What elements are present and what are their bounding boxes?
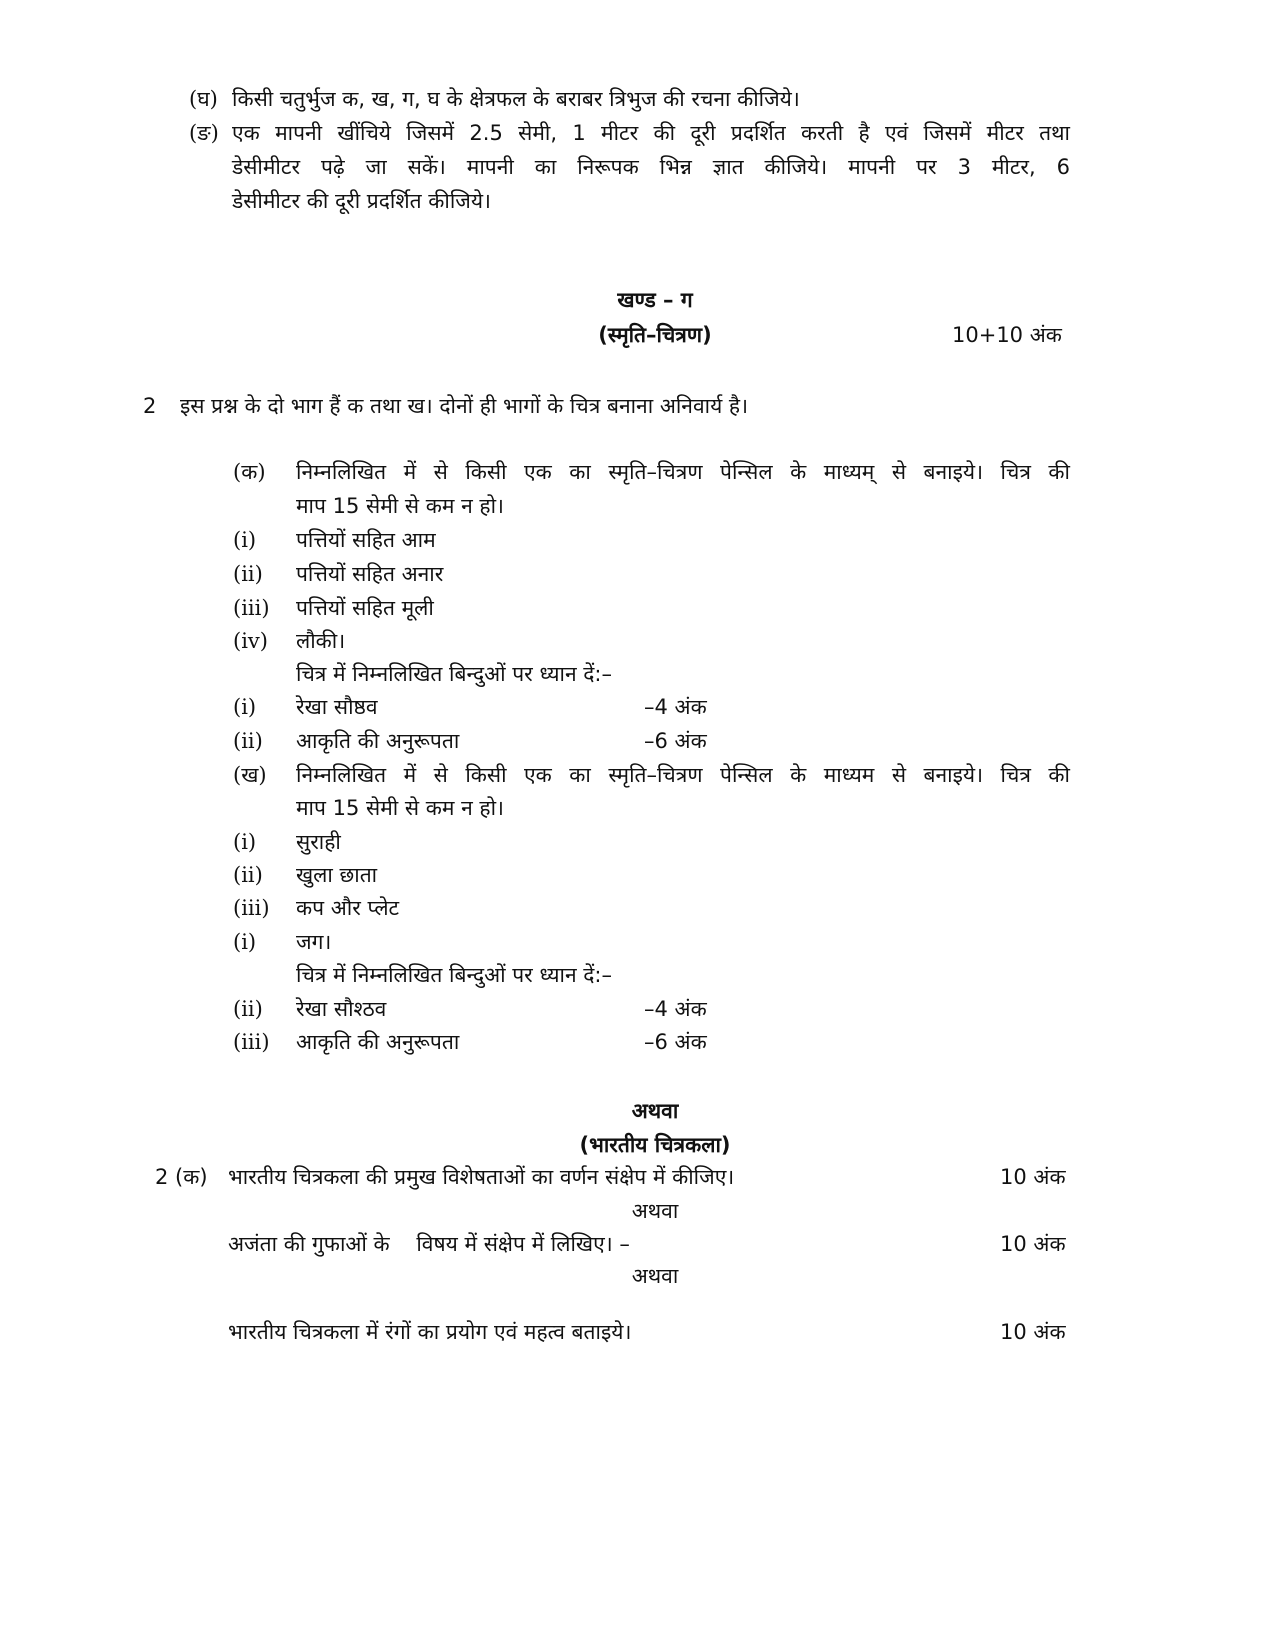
- criteria-marks: –6 अंक: [644, 729, 707, 753]
- question-text: भारतीय चित्रकला की प्रमुख विशेषताओं का वर्णन संक्षेप में कीजिए।: [228, 1165, 735, 1189]
- question-text-line: डेसीमीटर की दूरी प्रदर्शित कीजिये।: [232, 189, 492, 213]
- question-text: अजंता की गुफाओं के विषय में संक्षेप में लिखिए। –: [228, 1232, 630, 1256]
- or-divider: अथवा: [631, 1199, 679, 1223]
- option-text: जग।: [296, 930, 332, 954]
- part-text-line: निम्नलिखित में से किसी एक का स्मृति–चित्रण पेन्सिल के माध्यम से बनाइये। चित्र की: [296, 763, 1070, 787]
- criteria-marks: –4 अंक: [644, 695, 707, 719]
- part-text-line: माप 15 सेमी से कम न हो।: [296, 494, 504, 518]
- option-number: (iii): [233, 596, 270, 620]
- question-label: (ङ): [189, 121, 219, 145]
- criteria-number: (ii): [233, 729, 263, 753]
- or-divider: अथवा: [631, 1264, 679, 1288]
- part-label: (ख): [233, 763, 267, 787]
- criteria-text: आकृति की अनुरूपता: [296, 1030, 460, 1054]
- criteria-number: (i): [233, 695, 257, 719]
- question-number: 2 (क): [155, 1165, 208, 1189]
- option-number: (i): [233, 830, 257, 854]
- option-number: (iii): [233, 896, 270, 920]
- criteria-text: आकृति की अनुरूपता: [296, 729, 460, 753]
- option-text: पत्तियों सहित अनार: [296, 562, 444, 586]
- criteria-note: चित्र में निम्नलिखित बिन्दुओं पर ध्यान दें:–: [296, 662, 613, 686]
- question-label: (घ): [189, 87, 218, 111]
- question-text: किसी चतुर्भुज क, ख, ग, घ के क्षेत्रफल के बराबर त्रिभुज की रचना कीजिये।: [232, 87, 800, 111]
- question-text-line: डेसीमीटर पढ़े जा सकें। मापनी का निरूपक भिन्न ज्ञात कीजिये। मापनी पर 3 मीटर, 6: [232, 155, 1070, 179]
- question-marks: 10 अंक: [1000, 1165, 1066, 1189]
- option-text: खुला छाता: [296, 863, 378, 887]
- criteria-text: रेखा सौश्ठव: [296, 997, 387, 1021]
- question-number: 2: [143, 394, 157, 418]
- question-text: भारतीय चित्रकला में रंगों का प्रयोग एवं महत्व बताइये।: [228, 1320, 632, 1344]
- option-number: (ii): [233, 863, 263, 887]
- question-marks: 10 अंक: [1000, 1320, 1066, 1344]
- option-number: (i): [233, 528, 257, 552]
- section-heading: खण्ड – ग: [617, 288, 693, 312]
- part-text-line: माप 15 सेमी से कम न हो।: [296, 796, 504, 820]
- option-text: कप और प्लेट: [296, 896, 400, 920]
- criteria-note: चित्र में निम्नलिखित बिन्दुओं पर ध्यान दें:–: [296, 963, 613, 987]
- option-number: (ii): [233, 562, 263, 586]
- option-text: पत्तियों सहित आम: [296, 528, 436, 552]
- criteria-marks: –4 अंक: [644, 997, 707, 1021]
- section-marks: 10+10 अंक: [952, 323, 1062, 347]
- part-label: (क): [233, 460, 266, 484]
- question-text-line: एक मापनी खींचिये जिसमें 2.5 सेमी, 1 मीटर की दूरी प्रदर्शित करती है एवं जिसमें मीटर तथा: [232, 121, 1070, 145]
- section-subheading: (स्मृति–चित्रण): [598, 323, 712, 347]
- option-text: पत्तियों सहित मूली: [296, 596, 434, 620]
- criteria-number: (iii): [233, 1030, 270, 1054]
- question-intro: इस प्रश्न के दो भाग हैं क तथा ख। दोनों ही भागों के चित्र बनाना अनिवार्य है।: [180, 394, 749, 418]
- criteria-marks: –6 अंक: [644, 1030, 707, 1054]
- option-number: (iv): [233, 629, 268, 653]
- or-divider: अथवा: [631, 1099, 679, 1123]
- option-text: सुराही: [296, 830, 341, 854]
- question-marks: 10 अंक: [1000, 1232, 1066, 1256]
- option-number: (i): [233, 930, 257, 954]
- criteria-number: (ii): [233, 997, 263, 1021]
- alternative-title: (भारतीय चित्रकला): [579, 1133, 731, 1157]
- criteria-text: रेखा सौष्ठव: [296, 695, 378, 719]
- option-text: लौकी।: [296, 629, 346, 653]
- part-text-line: निम्नलिखित में से किसी एक का स्मृति–चित्रण पेन्सिल के माध्यम् से बनाइये। चित्र की: [296, 460, 1070, 484]
